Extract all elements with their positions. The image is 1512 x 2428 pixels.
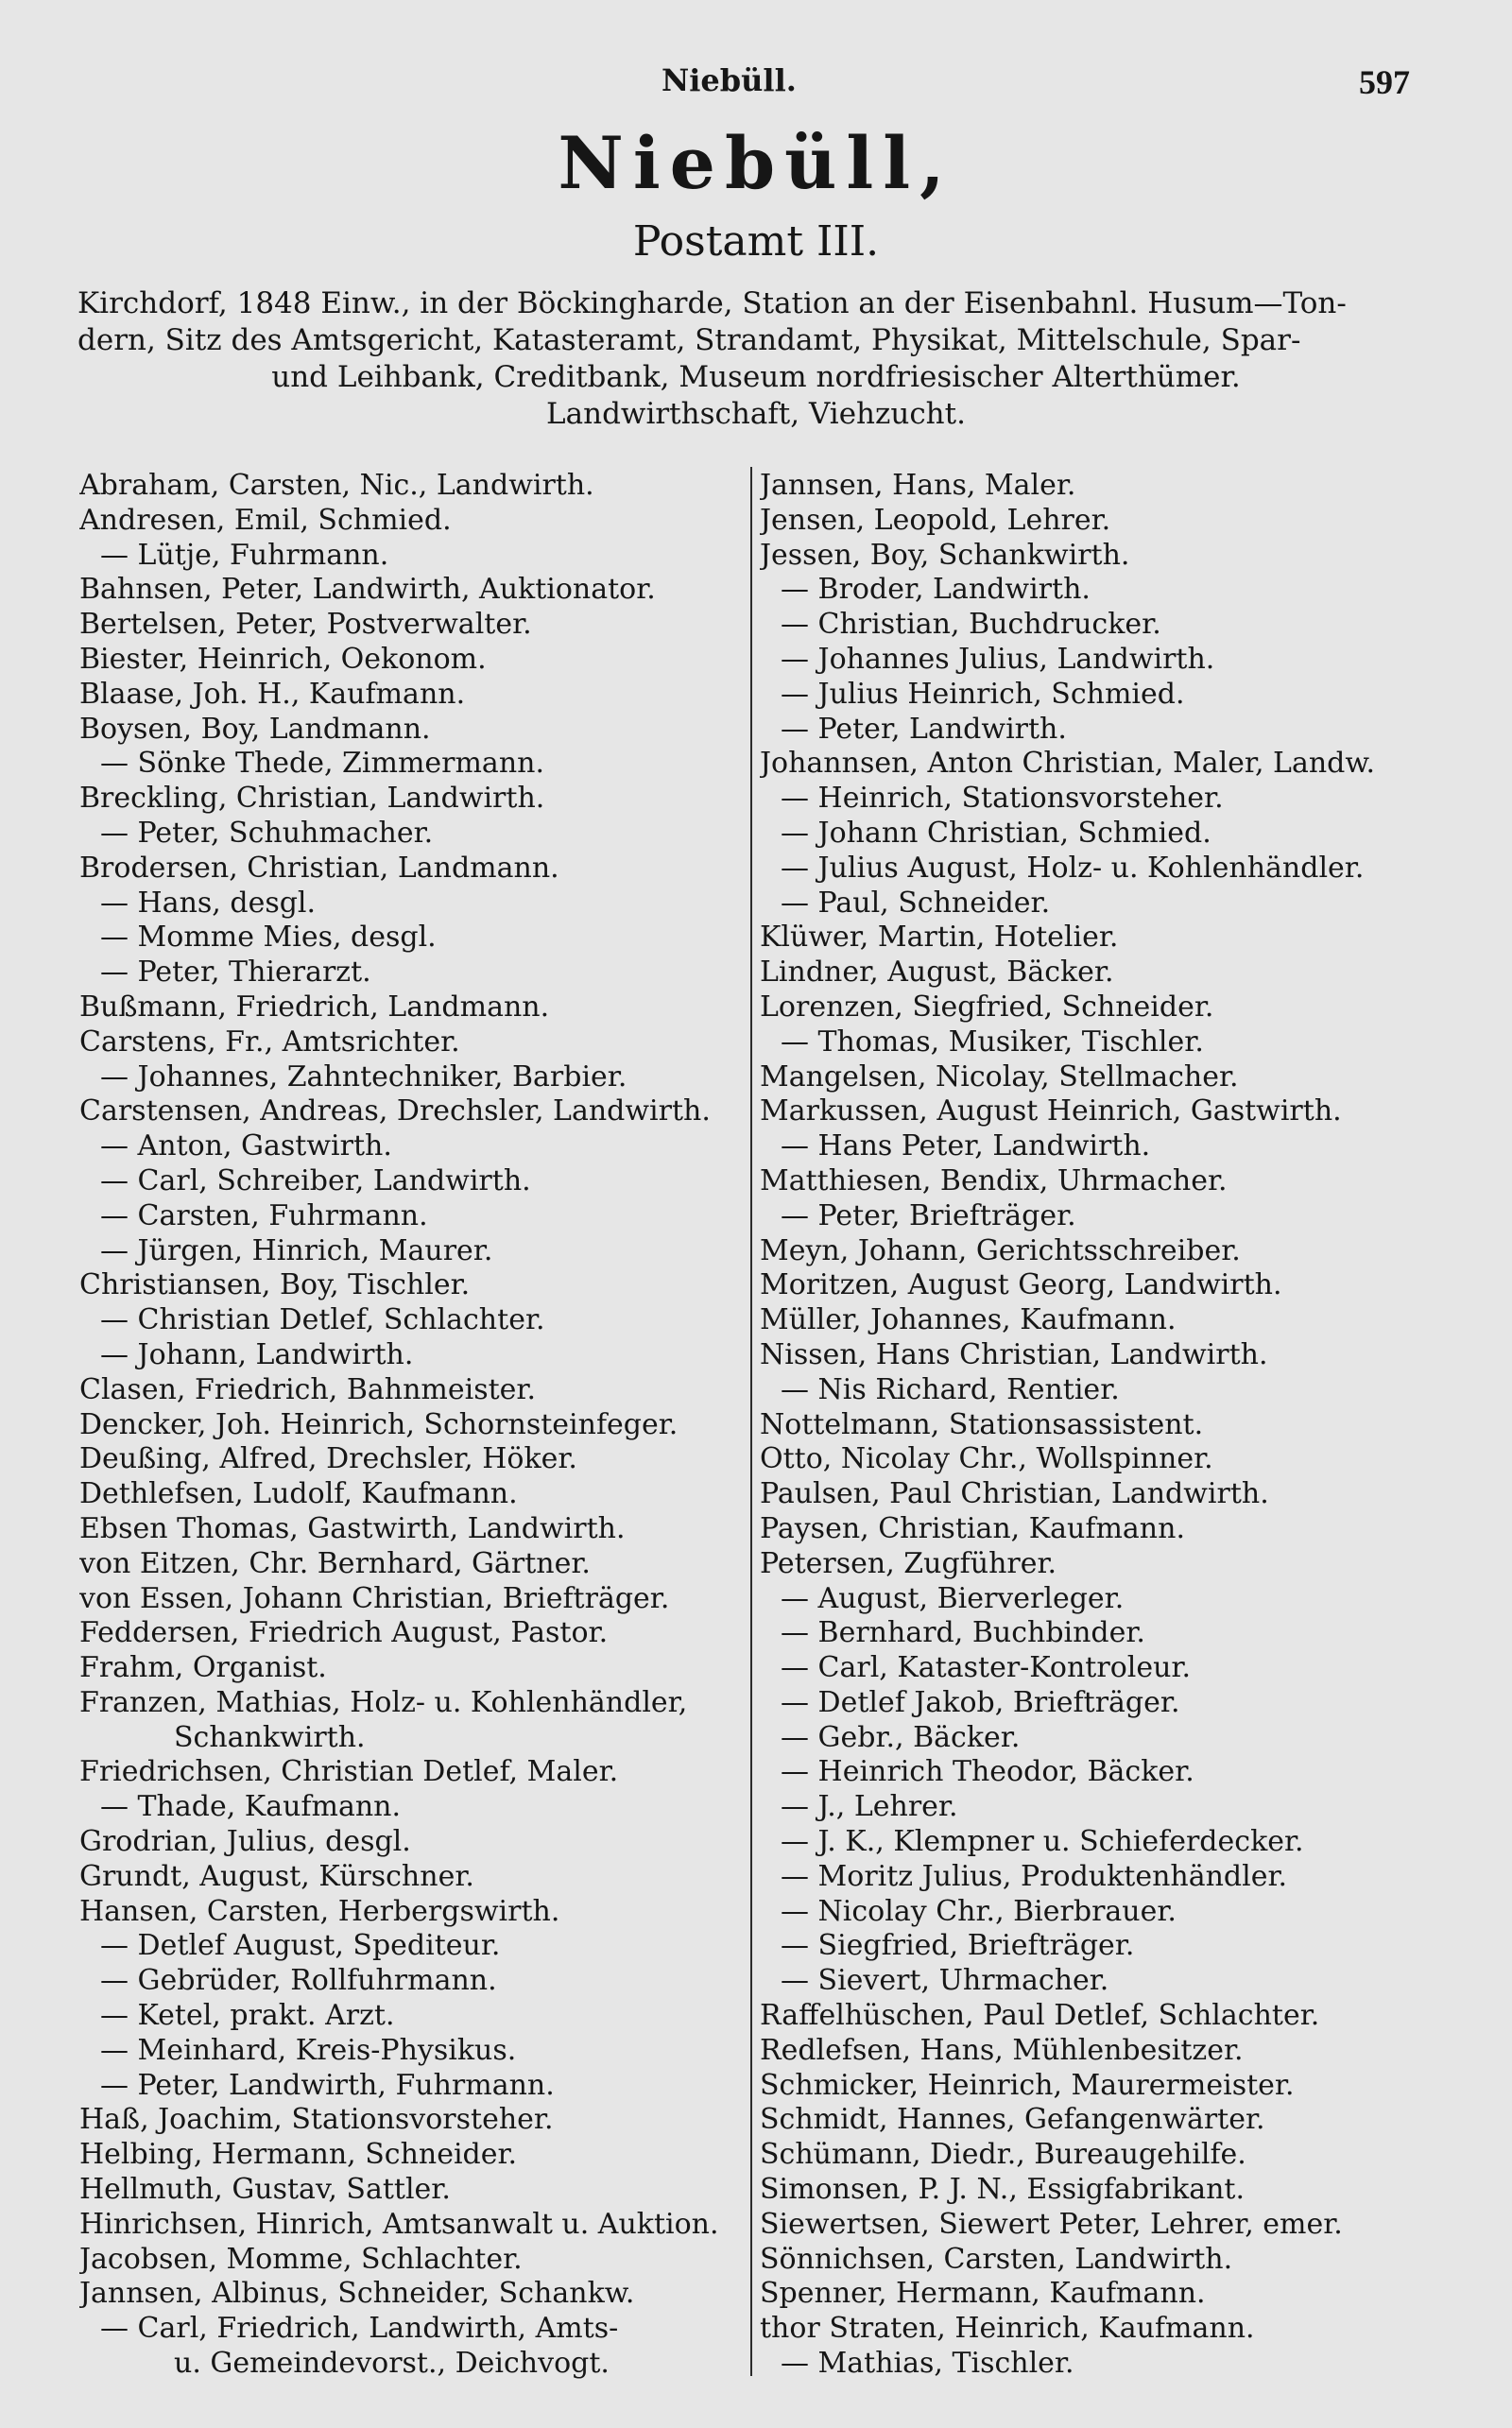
directory-entry: Siewertsen, Siewert Peter, Lehrer, emer. bbox=[760, 2207, 1343, 2241]
directory-entry: — Christian, Buchdrucker. bbox=[781, 608, 1161, 642]
directory-entry: — Anton, Gastwirth. bbox=[100, 1129, 392, 1163]
directory-entry: — Bernhard, Buchbinder. bbox=[781, 1616, 1145, 1650]
directory-entry: — Johann, Landwirth. bbox=[100, 1337, 414, 1371]
directory-entry: — Gebrüder, Rollfuhrmann. bbox=[100, 1964, 497, 1998]
directory-entry: Hinrichsen, Hinrich, Amtsanwalt u. Auktion. bbox=[79, 2207, 719, 2241]
directory-entry: Abraham, Carsten, Nic., Landwirth. bbox=[79, 469, 594, 502]
directory-entry: — Johann Christian, Schmied. bbox=[781, 816, 1211, 850]
directory-entry: — Sievert, Uhrmacher. bbox=[781, 1964, 1109, 1998]
directory-entry: Friedrichsen, Christian Detlef, Maler. bbox=[79, 1755, 619, 1789]
directory-entry: Paysen, Christian, Kaufmann. bbox=[760, 1511, 1185, 1545]
directory-entry: — Sönke Thede, Zimmermann. bbox=[100, 747, 544, 781]
directory-entry: — Broder, Landwirth. bbox=[781, 573, 1091, 607]
directory-entry: Frahm, Organist. bbox=[79, 1651, 327, 1685]
column-divider bbox=[750, 467, 752, 2376]
directory-entry: — Peter, Thierarzt. bbox=[100, 956, 371, 990]
page-subtitle: Postamt III. bbox=[632, 217, 880, 266]
directory-entry: Klüwer, Martin, Hotelier. bbox=[760, 921, 1119, 955]
page-title: Niebüll, bbox=[558, 121, 954, 205]
directory-entry: Mangelsen, Nicolay, Stellmacher. bbox=[760, 1059, 1239, 1093]
directory-entry: Grodrian, Julius, desgl. bbox=[79, 1825, 411, 1859]
directory-entry: — Hans, desgl. bbox=[100, 886, 317, 920]
directory-entry: — Thomas, Musiker, Tischler. bbox=[781, 1025, 1204, 1059]
directory-entry: u. Gemeindevorst., Deichvogt. bbox=[174, 2347, 610, 2381]
directory-entry: — J., Lehrer. bbox=[781, 1790, 958, 1824]
directory-entry: Jannsen, Albinus, Schneider, Schankw. bbox=[79, 2277, 635, 2311]
directory-entry: Nissen, Hans Christian, Landwirth. bbox=[760, 1337, 1268, 1371]
directory-entry: — Johannes, Zahntechniker, Barbier. bbox=[100, 1059, 627, 1093]
directory-entry: Müller, Johannes, Kaufmann. bbox=[760, 1303, 1177, 1337]
directory-entry: Blaase, Joh. H., Kaufmann. bbox=[79, 677, 466, 711]
directory-entry: — Nicolay Chr., Bierbrauer. bbox=[781, 1894, 1177, 1928]
directory-entry: — Julius August, Holz- u. Kohlenhändler. bbox=[781, 851, 1365, 885]
directory-entry: Breckling, Christian, Landwirth. bbox=[79, 782, 545, 816]
directory-entry: — Detlef August, Spediteur. bbox=[100, 1929, 501, 1963]
directory-entry: Franzen, Mathias, Holz- u. Kohlenhändler, bbox=[79, 1685, 688, 1719]
directory-entry: — Gebr., Bäcker. bbox=[781, 1720, 1021, 1754]
directory-entry: Jensen, Leopold, Lehrer. bbox=[760, 503, 1111, 537]
directory-entry: Jannsen, Hans, Maler. bbox=[760, 469, 1076, 502]
directory-entry: — Julius Heinrich, Schmied. bbox=[781, 677, 1185, 711]
directory-entry: — Lütje, Fuhrmann. bbox=[100, 538, 389, 572]
directory-entry: — Heinrich Theodor, Bäcker. bbox=[781, 1755, 1194, 1789]
directory-entry: Otto, Nicolay Chr., Wollspinner. bbox=[760, 1442, 1213, 1476]
directory-entry: Raffelhüschen, Paul Detlef, Schlachter. bbox=[760, 1999, 1320, 2033]
directory-entry: Hellmuth, Gustav, Sattler. bbox=[79, 2173, 451, 2207]
intro-line: Landwirthschaft, Viehzucht. bbox=[546, 397, 966, 431]
directory-entry: — Paul, Schneider. bbox=[781, 886, 1051, 920]
directory-entry: — Jürgen, Hinrich, Maurer. bbox=[100, 1233, 493, 1267]
directory-entry: Meyn, Johann, Gerichtsschreiber. bbox=[760, 1233, 1241, 1267]
directory-entry: — August, Bierverleger. bbox=[781, 1581, 1125, 1615]
directory-entry: — J. K., Klempner u. Schieferdecker. bbox=[781, 1825, 1304, 1859]
directory-entry: — Peter, Schuhmacher. bbox=[100, 816, 434, 850]
directory-entry: thor Straten, Heinrich, Kaufmann. bbox=[760, 2312, 1255, 2346]
directory-entry: Boysen, Boy, Landmann. bbox=[79, 712, 431, 746]
directory-entry: Petersen, Zugführer. bbox=[760, 1546, 1057, 1580]
left-column bbox=[79, 469, 750, 2382]
page-number: 597 bbox=[1359, 63, 1410, 101]
directory-entry: Spenner, Hermann, Kaufmann. bbox=[760, 2277, 1206, 2311]
directory-entry: Dencker, Joh. Heinrich, Schornsteinfeger. bbox=[79, 1407, 679, 1441]
directory-entry: — Thade, Kaufmann. bbox=[100, 1790, 402, 1824]
directory-entry: — Carsten, Fuhrmann. bbox=[100, 1198, 428, 1232]
directory-entry: — Siegfried, Briefträger. bbox=[781, 1929, 1135, 1963]
directory-entry: Schankwirth. bbox=[174, 1720, 366, 1754]
directory-entry: Haß, Joachim, Stationsvorsteher. bbox=[79, 2103, 554, 2137]
directory-entry: Bußmann, Friedrich, Landmann. bbox=[79, 990, 550, 1024]
directory-entry: Christiansen, Boy, Tischler. bbox=[79, 1268, 471, 1302]
directory-entry: Grundt, August, Kürschner. bbox=[79, 1859, 474, 1893]
directory-entry: von Eitzen, Chr. Bernhard, Gärtner. bbox=[79, 1546, 591, 1580]
directory-entry: — Carl, Schreiber, Landwirth. bbox=[100, 1163, 531, 1197]
directory-entry: Schümann, Diedr., Bureaugehilfe. bbox=[760, 2138, 1246, 2172]
directory-entry: Bahnsen, Peter, Landwirth, Auktionator. bbox=[79, 573, 656, 607]
directory-entry: Helbing, Hermann, Schneider. bbox=[79, 2138, 518, 2172]
directory-entry: von Essen, Johann Christian, Briefträger. bbox=[79, 1581, 670, 1615]
directory-entry: — Carl, Friedrich, Landwirth, Amts- bbox=[100, 2312, 619, 2346]
directory-entry: Lorenzen, Siegfried, Schneider. bbox=[760, 990, 1214, 1024]
directory-entry: — Carl, Kataster-Kontroleur. bbox=[781, 1651, 1192, 1685]
intro-paragraph bbox=[77, 285, 1435, 433]
directory-entry: Redlefsen, Hans, Mühlenbesitzer. bbox=[760, 2033, 1244, 2067]
running-head bbox=[0, 62, 1512, 110]
directory-entry: — Moritz Julius, Produktenhändler. bbox=[781, 1859, 1288, 1893]
directory-entry: Andresen, Emil, Schmied. bbox=[79, 503, 452, 537]
directory-entry: — Meinhard, Kreis-Physikus. bbox=[100, 2033, 517, 2067]
directory-entry: Clasen, Friedrich, Bahnmeister. bbox=[79, 1372, 536, 1406]
right-column bbox=[760, 469, 1433, 2382]
directory-entry: — Momme Mies, desgl. bbox=[100, 921, 437, 955]
directory-entry: Bertelsen, Peter, Postverwalter. bbox=[79, 608, 532, 642]
directory-entry: Biester, Heinrich, Oekonom. bbox=[79, 642, 487, 676]
directory-entry: — Peter, Landwirth, Fuhrmann. bbox=[100, 2068, 555, 2102]
directory-entry: Carstens, Fr., Amtsrichter. bbox=[79, 1025, 460, 1059]
intro-line: dern, Sitz des Amtsgericht, Katasteramt, Strandamt, Physikat, Mittelschule, Spar- bbox=[77, 323, 1301, 357]
directory-entry: Jessen, Boy, Schankwirth. bbox=[760, 538, 1130, 572]
intro-line: und Leihbank, Creditbank, Museum nordfriesischer Alterthümer. bbox=[271, 360, 1241, 394]
directory-entry: — Detlef Jakob, Briefträger. bbox=[781, 1685, 1180, 1719]
directory-entry: — Ketel, prakt. Arzt. bbox=[100, 1999, 395, 2033]
directory-entry: Matthiesen, Bendix, Uhrmacher. bbox=[760, 1163, 1228, 1197]
directory-entry: Johannsen, Anton Christian, Maler, Landw. bbox=[760, 747, 1376, 781]
directory-entry: Jacobsen, Momme, Schlachter. bbox=[79, 2242, 523, 2276]
directory-entry: — Heinrich, Stationsvorsteher. bbox=[781, 782, 1224, 816]
directory-entry: Carstensen, Andreas, Drechsler, Landwirth. bbox=[79, 1094, 711, 1128]
directory-entry: Dethlefsen, Ludolf, Kaufmann. bbox=[79, 1477, 518, 1511]
intro-line: Kirchdorf, 1848 Einw., in der Böckingharde, Station an der Eisenbahnl. Husum—Ton- bbox=[77, 286, 1347, 320]
directory-entry: Ebsen Thomas, Gastwirth, Landwirth. bbox=[79, 1511, 626, 1545]
directory-entry: Paulsen, Paul Christian, Landwirth. bbox=[760, 1477, 1269, 1511]
directory-entry: Markussen, August Heinrich, Gastwirth. bbox=[760, 1094, 1342, 1128]
running-head-place: Niebüll. bbox=[662, 62, 797, 98]
directory-entry: Brodersen, Christian, Landmann. bbox=[79, 851, 559, 885]
directory-entry: — Hans Peter, Landwirth. bbox=[781, 1129, 1151, 1163]
directory-entry: Hansen, Carsten, Herbergswirth. bbox=[79, 1894, 560, 1928]
directory-entry: Feddersen, Friedrich August, Pastor. bbox=[79, 1616, 609, 1650]
directory-entry: Schmicker, Heinrich, Maurermeister. bbox=[760, 2068, 1295, 2102]
directory-entry: — Peter, Landwirth. bbox=[781, 712, 1067, 746]
directory-entry: Moritzen, August Georg, Landwirth. bbox=[760, 1268, 1282, 1302]
directory-entry: Schmidt, Hannes, Gefangenwärter. bbox=[760, 2103, 1265, 2137]
directory-entry: — Mathias, Tischler. bbox=[781, 2347, 1074, 2381]
directory-entry: — Johannes Julius, Landwirth. bbox=[781, 642, 1215, 676]
directory-entry: Simonsen, P. J. N., Essigfabrikant. bbox=[760, 2173, 1246, 2207]
directory-entry: — Christian Detlef, Schlachter. bbox=[100, 1303, 545, 1337]
directory-entry: Sönnichsen, Carsten, Landwirth. bbox=[760, 2242, 1233, 2276]
directory-entry: Nottelmann, Stationsassistent. bbox=[760, 1407, 1204, 1441]
directory-entry: — Peter, Briefträger. bbox=[781, 1198, 1076, 1232]
directory-entry: — Nis Richard, Rentier. bbox=[781, 1372, 1120, 1406]
directory-entry: Lindner, August, Bäcker. bbox=[760, 956, 1114, 990]
directory-entry: Deußing, Alfred, Drechsler, Höker. bbox=[79, 1442, 577, 1476]
